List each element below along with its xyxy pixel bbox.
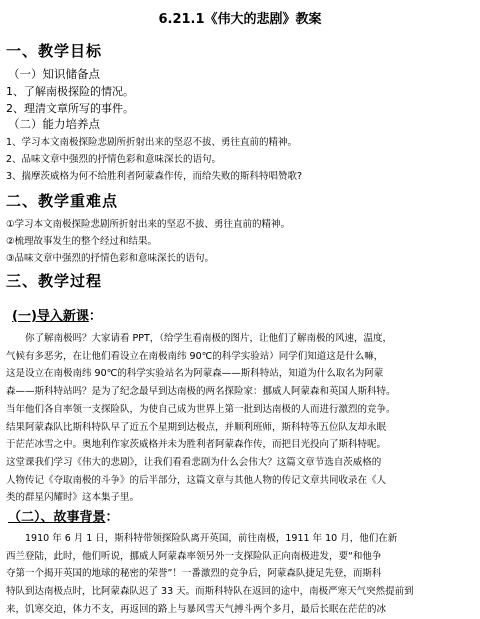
- step-2-colon: ：: [105, 510, 119, 525]
- list-item: ①学习本文南极探险悲剧所折射出来的坚忍不拔、勇往直前的精神。: [6, 219, 291, 230]
- list-item: 1、了解南极探险的情况。: [6, 85, 134, 98]
- step-2-paragraph: [6, 530, 476, 619]
- paragraph-line: 来，饥寒交迫，体力不支，再返回的路上与暴风雪天气搏斗两个多月，最后长眠在茫茫的冰: [6, 603, 387, 615]
- step-1-heading: [12, 305, 102, 324]
- paragraph-line: 你了解南极吗？大家请看 PPT，（给学生看南极的图片，让他们了解南极的风速，温度，: [25, 333, 393, 344]
- paragraph-line: 这堂课我们学习《伟大的悲剧》，让我们看看悲剧为什么会伟大？这篇文章节选自茨威格的: [6, 456, 382, 468]
- paragraph-line: 森——斯科特站吗？是为了纪念最早到达南极的两名探险家：挪威人阿蒙森和英国人斯科特。: [6, 386, 396, 398]
- list-item: 2、品味文章中强烈的抒情色彩和意味深长的语句。: [6, 154, 222, 165]
- section-2-heading: 二、教学重难点: [6, 192, 119, 210]
- list-item: ③品味文章中强烈的抒情色彩和意味深长的语句。: [6, 253, 215, 264]
- list-item: 1、学习本文南极探险悲剧所折射出来的坚忍不拔、勇往直前的精神。: [6, 137, 298, 148]
- paragraph-line: 当年他们各自率领一支探险队，为使自己成为世界上第一批到达南极的人而进行激烈的竞争。: [6, 403, 396, 415]
- step-2-title: （二）、故事背景: [8, 510, 106, 525]
- section-1-heading: 一、教学目标: [6, 42, 103, 60]
- section-3-heading: 三、教学过程: [6, 272, 103, 290]
- paragraph-line: 于茫茫冰雪之中。奥地利作家茨威格并未为胜利者阿蒙森作传，而把目光投向了斯科特呢。: [6, 439, 387, 451]
- paragraph-line: 夺第一个揭开英国的地球的秘密的荣誉”！一番激烈的竞争后，阿蒙森队捷足先登，而斯科: [6, 568, 382, 580]
- paragraph-line: 类的群星闪耀时》这本集子里。: [6, 492, 140, 504]
- list-item: ②梳理故事发生的整个经过和结果。: [6, 236, 158, 247]
- paragraph-line: 人物传记《夺取南极的斗争》的后半部分，这篇文章与其他人物的传记文章共同收录在《人: [6, 474, 387, 486]
- subheading-ability: （二）能力培养点: [8, 117, 100, 131]
- step-1-colon: ：: [88, 309, 102, 324]
- paragraph-line: 气候有多恶劣，在让他们看设立在南极南纬 90℃的科学实验站）同学们知道这是什么嘛，: [6, 350, 384, 362]
- paragraph-line: 西兰登陆，此时，他们听说，挪威人阿蒙森率领另外一支探险队正向南极进发，要“和他争: [6, 550, 382, 562]
- paragraph-line: 这是设立在南极南纬 90℃的科学实验站名为阿蒙森——斯科特站，知道为什么取名为阿蒙: [6, 368, 384, 380]
- step-1-title: (一)导入新课: [12, 309, 89, 324]
- step-1-paragraph: [6, 330, 476, 507]
- paragraph-line: 特队到达南极点时，比阿蒙森队迟了 33 天。而斯科特队在返回的途中，南极严寒天气突然提前到: [6, 586, 414, 598]
- paragraph-line: 1910 年 6 月 1 日，斯科特带领探险队离开英国，前往南极，1911 年 10 月，他们在新: [25, 533, 398, 544]
- list-item: 2、理清文章所写的事件。: [6, 102, 134, 115]
- paragraph-line: 结果阿蒙森队比斯科特队早了近五个星期到达极点，并顺利班师，斯科特等五位队友却永眠: [6, 421, 387, 433]
- step-2-heading: [8, 506, 119, 525]
- document-title: 6.21.1《伟大的悲剧》教案: [158, 12, 322, 27]
- subheading-knowledge: （一）知识储备点: [8, 67, 100, 81]
- list-item: 3、揣摩茨威格为何不给胜利者阿蒙森作传，而给失败的斯科特唱赞歌?: [6, 171, 303, 182]
